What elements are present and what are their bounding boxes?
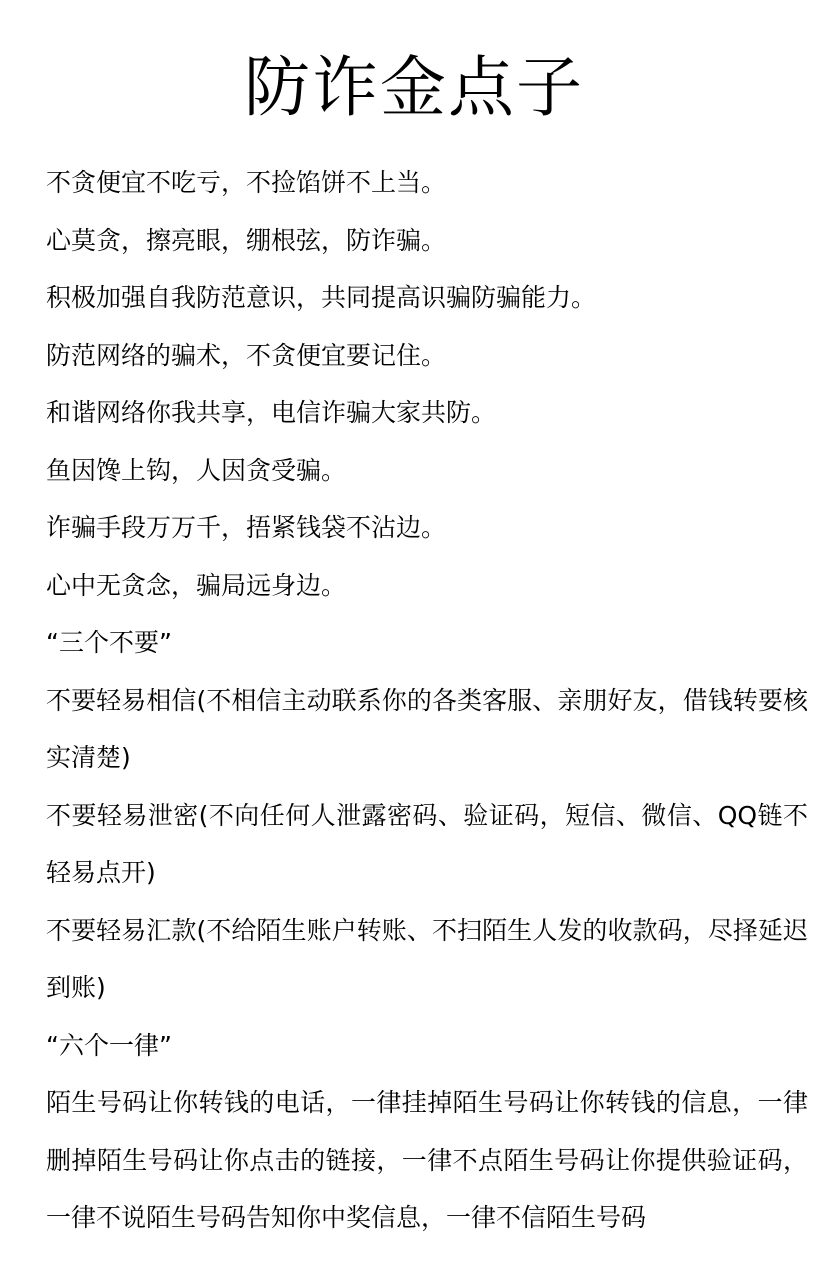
document-body <box>46 154 808 1247</box>
section-heading: “三个不要” <box>46 628 172 657</box>
text-line: 心莫贪，擦亮眼，绷根弦，防诈骗。 <box>46 225 447 255</box>
text-line: 诈骗手段万万千，捂紧钱袋不沾边。 <box>46 513 447 542</box>
text-line: 心中无贪念，骗局远身边。 <box>46 570 347 600</box>
text-line: 不要轻易泄密(不向任何人泄露密码、验证码，短信、微信、QQ链不轻易点开) <box>46 800 808 887</box>
section-heading: “六个一律” <box>46 1030 172 1060</box>
text-line: 不贪便宜不吃亏，不捡馅饼不上当。 <box>46 168 447 197</box>
text-line: 陌生号码让你转钱的电话，一律挂掉陌生号码让你转钱的信息，一律删掉陌生号码让你点击的链接，一律不点陌生号码让你提供验证码，一律不说陌生号码告知你中奖信息，一律不信陌生号码 <box>46 1088 808 1232</box>
text-line: 积极加强自我防范意识，共同提高识骗防骗能力。 <box>46 283 597 312</box>
text-line: 鱼因馋上钩，人因贪受骗。 <box>46 455 347 485</box>
text-line: 防范网络的骗术，不贪便宜要记住。 <box>46 340 447 370</box>
text-line: 不要轻易相信(不相信主动联系你的各类客服、亲朋好友，借钱转要核实清楚) <box>46 685 808 772</box>
page-title: 防诈金点子 <box>244 49 584 126</box>
text-line: 和谐网络你我共享，电信诈骗大家共防。 <box>46 398 497 427</box>
text-line: 不要轻易汇款(不给陌生账户转账、不扫陌生人发的收款码，尽择延迟到账) <box>46 915 808 1002</box>
